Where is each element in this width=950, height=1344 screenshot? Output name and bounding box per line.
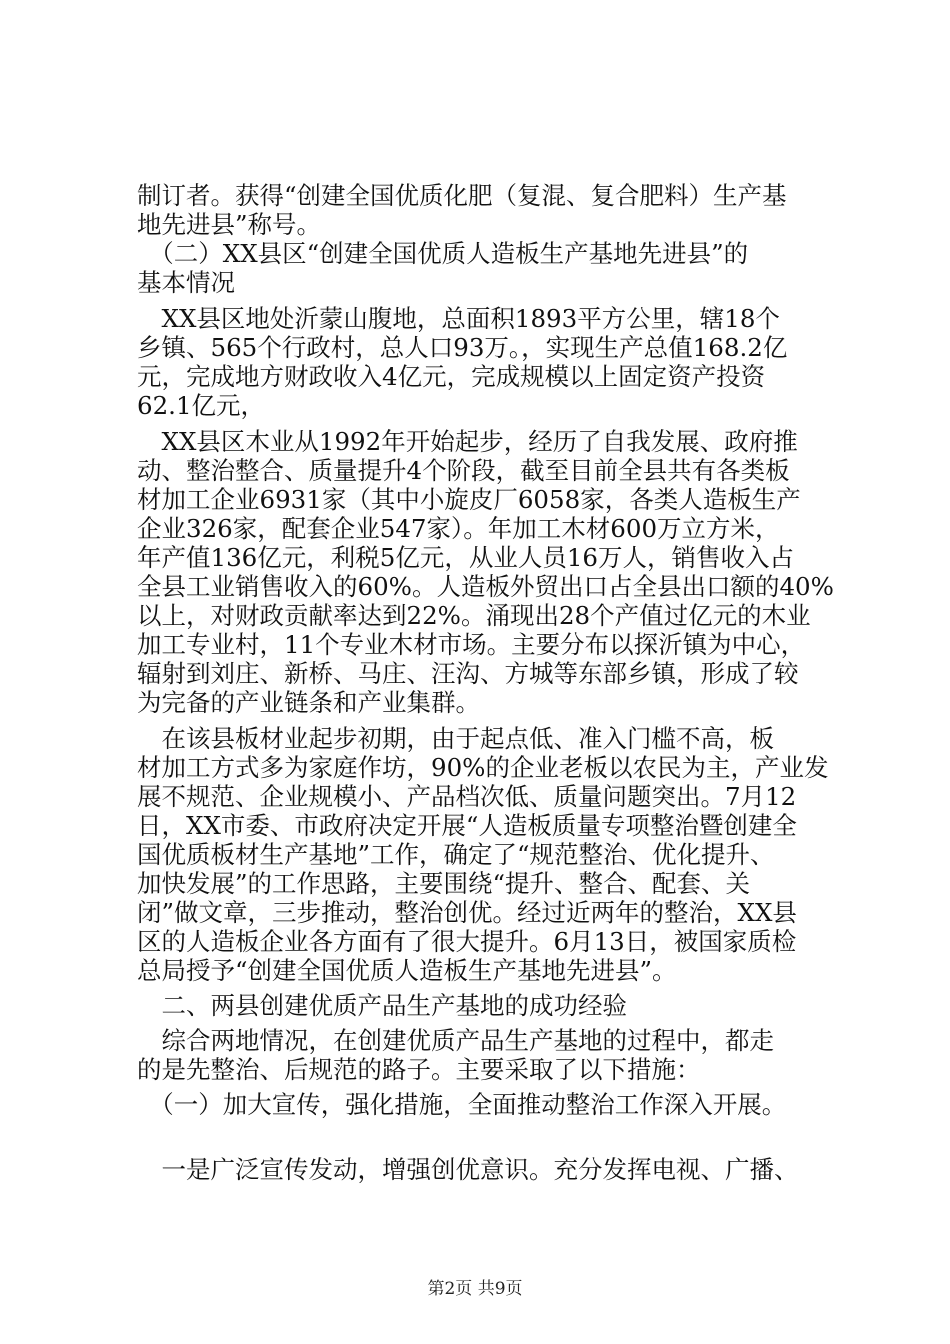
text-line: 元，完成地方财政收入4亿元，完成规模以上固定资产投资 xyxy=(137,362,766,391)
page-footer: 第2页 共9页 xyxy=(427,1279,523,1299)
text-line: 在该县板材业起步初期，由于起点低、准入门槛不高，板 xyxy=(137,724,774,753)
text-line: 以上，对财政贡献率达到22%。涌现出28个产值过亿元的木业 xyxy=(137,601,811,630)
text-line: 区的人造板企业各方面有了很大提升。6月13日，被国家质检 xyxy=(137,927,797,956)
text-line: 国优质板材生产基地”工作，确定了“规范整治、优化提升、 xyxy=(137,840,775,869)
text-line: XX县区地处沂蒙山腹地，总面积1893平方公里，辖18个 xyxy=(137,304,780,333)
text-line: 62.1亿元， xyxy=(137,391,266,420)
text-line: 材加工企业6931家（其中小旋皮厂6058家，各类人造板生产 xyxy=(137,485,801,514)
text-line: 一是广泛宣传发动，增强创优意识。充分发挥电视、广播、 xyxy=(137,1155,799,1184)
text-line: 综合两地情况，在创建优质产品生产基地的过程中，都走 xyxy=(137,1026,774,1055)
text-line: 制订者。获得“创建全国优质化肥（复混、复合肥料）生产基 xyxy=(137,181,787,210)
text-line: 年产值136亿元，利税5亿元，从业人员16万人，销售收入占 xyxy=(137,543,795,572)
text-line: 为完备的产业链条和产业集群。 xyxy=(137,688,480,717)
text-line: 的是先整治、后规范的路子。主要采取了以下措施： xyxy=(137,1055,701,1084)
text-line: 乡镇、565个行政村，总人口93万。，实现生产总值168.2亿 xyxy=(137,333,788,362)
text-line: 动、整治整合、质量提升4个阶段，截至目前全县共有各类板 xyxy=(137,456,790,485)
text-line: 企业326家，配套企业547家）。年加工木材600万立方米， xyxy=(137,514,780,543)
text-line: （二）XX县区“创建全国优质人造板生产基地先进县”的 xyxy=(137,239,749,268)
text-line: 展不规范、企业规模小、产品档次低、质量问题突出。7月12 xyxy=(137,782,797,811)
text-line: 辐射到刘庄、新桥、马庄、汪沟、方城等东部乡镇，形成了较 xyxy=(137,659,799,688)
text-line: 日，XX市委、市政府决定开展“人造板质量专项整治暨创建全 xyxy=(137,811,797,840)
text-line: 全县工业销售收入的60%。人造板外贸出口占全县出口额的40% xyxy=(137,572,834,601)
subsection-heading: （一）加大宣传，强化措施，全面推动整治工作深入开展。 xyxy=(137,1090,787,1119)
text-line: 加工专业村，11个专业木材市场。主要分布以探沂镇为中心， xyxy=(137,630,806,659)
text-line: XX县区木业从1992年开始起步，经历了自我发展、政府推 xyxy=(137,427,798,456)
text-line: 闭”做文章，三步推动，整治创优。经过近两年的整治，XX县 xyxy=(137,898,797,927)
text-line: 总局授予“创建全国优质人造板生产基地先进县”。 xyxy=(137,956,677,985)
text-line: 地先进县”称号。 xyxy=(137,210,322,239)
section-heading: 二、两县创建优质产品生产基地的成功经验 xyxy=(137,991,627,1020)
text-line: 材加工方式多为家庭作坊，90%的企业老板以农民为主，产业发 xyxy=(137,753,829,782)
text-line: 加快发展”的工作思路，主要围绕“提升、整合、配套、关 xyxy=(137,869,751,898)
text-line: 基本情况 xyxy=(137,268,235,297)
